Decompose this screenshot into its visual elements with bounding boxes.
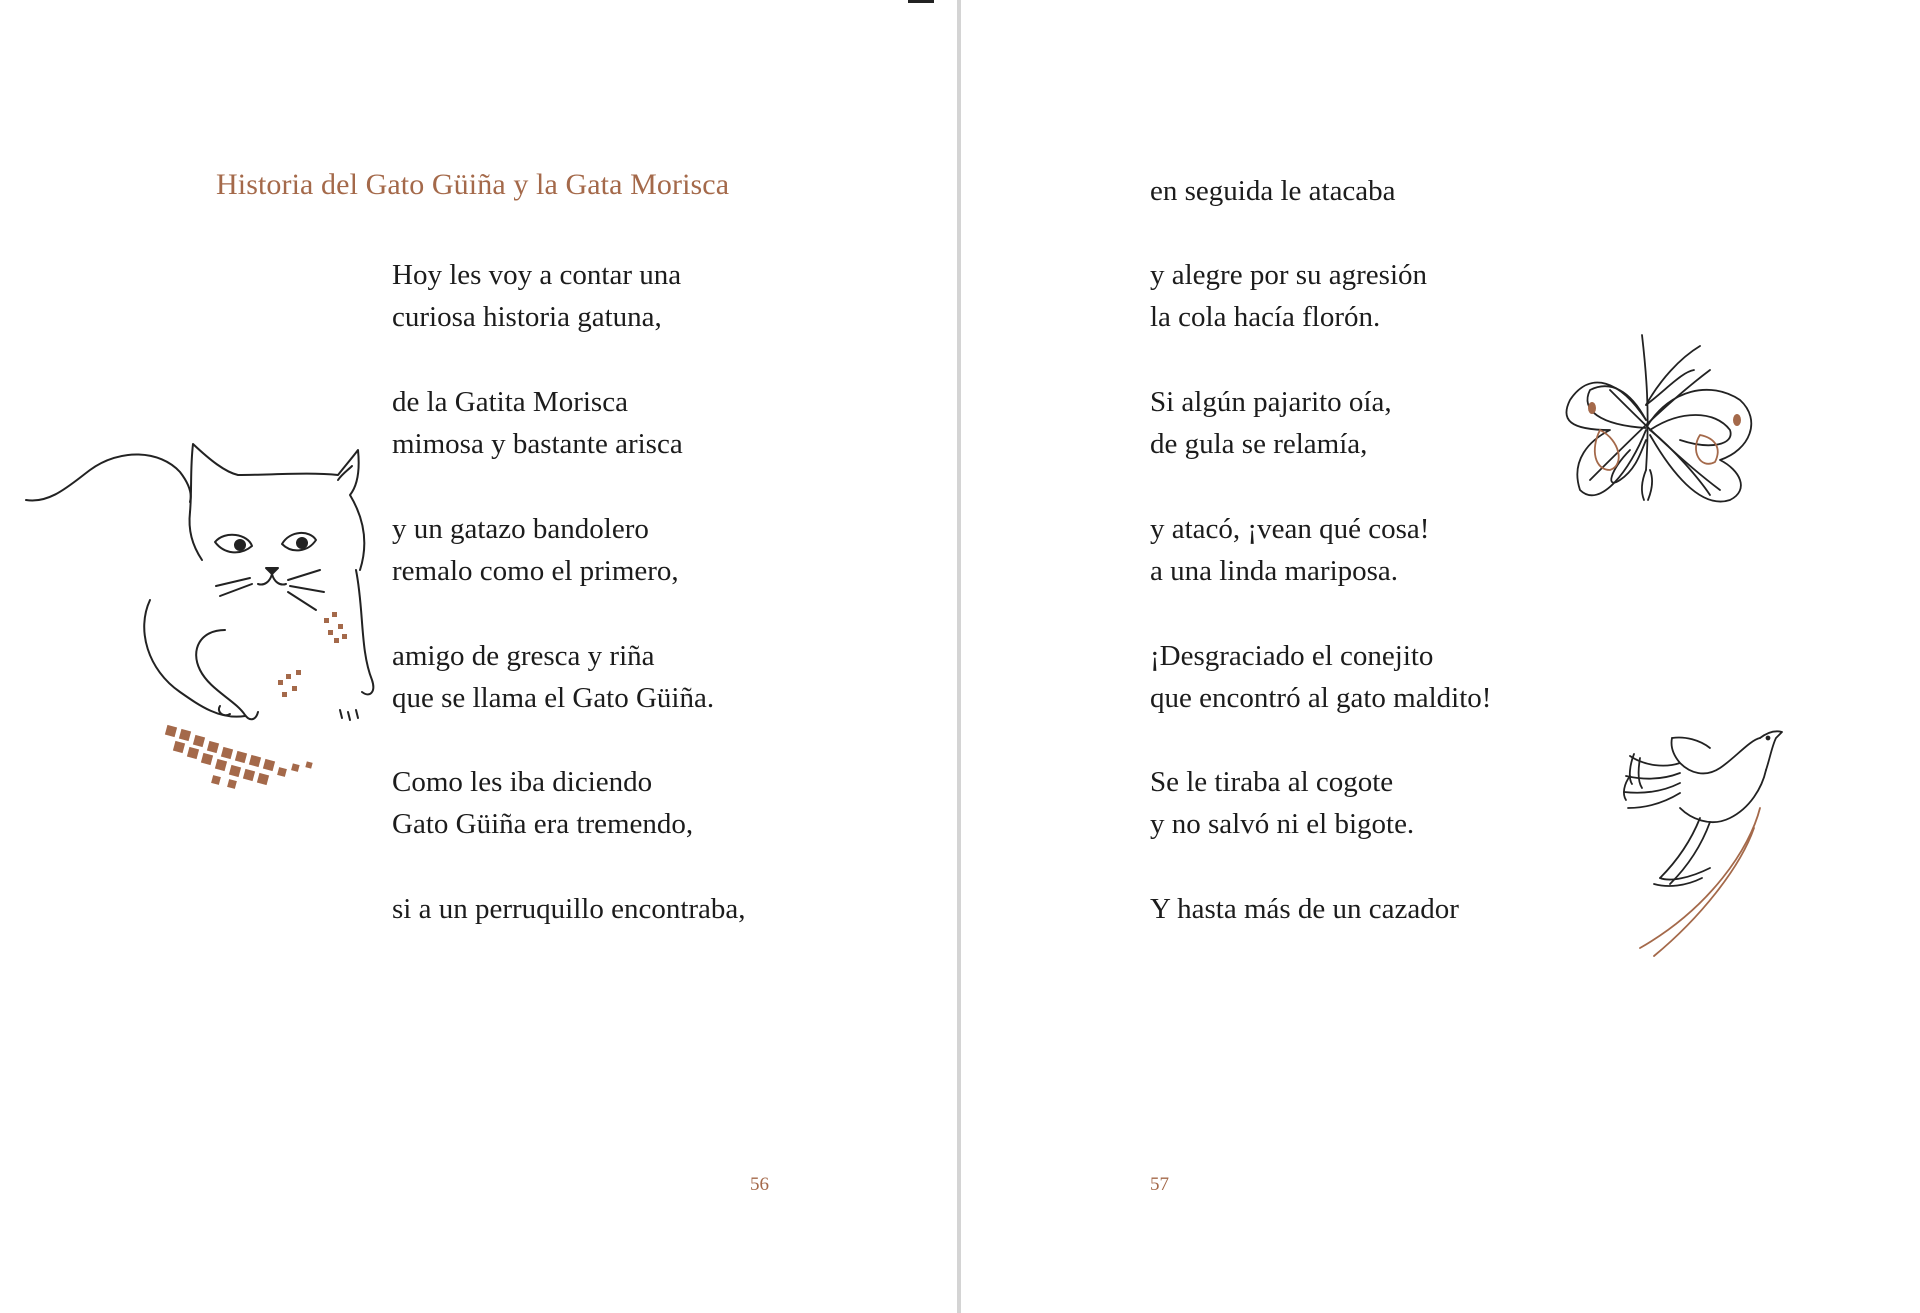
verse-line: y un gatazo bandolero <box>392 513 649 545</box>
verse-line: y atacó, ¡vean qué cosa! <box>1150 513 1430 545</box>
stanza <box>1150 761 1414 845</box>
verse-line: Como les iba diciendo <box>392 766 653 798</box>
verse-line: y no salvó ni el bigote. <box>1150 808 1415 840</box>
stanza <box>392 888 746 930</box>
verse-line: Y hasta más de un cazador <box>1150 893 1459 925</box>
verse-line: ¡Desgraciado el conejito <box>1150 640 1434 672</box>
stanza <box>392 254 681 338</box>
top-mark <box>908 0 934 3</box>
verse-line: remalo como el primero, <box>392 555 679 587</box>
cat-illustration <box>20 430 370 800</box>
left-page <box>0 0 958 1313</box>
verse-line: amigo de gresca y riña <box>392 640 655 672</box>
verse-line: y alegre por su agresión <box>1150 259 1428 291</box>
verse-line: Hoy les voy a contar una <box>392 259 682 291</box>
verse-line: Si algún pajarito oía, <box>1150 386 1392 418</box>
stanza <box>392 381 683 465</box>
verse-line: curiosa historia gatuna, <box>392 301 662 333</box>
stanza <box>1150 888 1459 930</box>
verse-line: si a un perruquillo encontraba, <box>392 893 746 925</box>
poem-title: Historia del Gato Güiña y la Gata Morisca <box>216 168 730 201</box>
page-number: 57 <box>1150 1174 1169 1195</box>
verse-line: Gato Güiña era tremendo, <box>392 808 694 840</box>
verse-line: en seguida le atacaba <box>1150 175 1396 207</box>
verse-line: de gula se relamía, <box>1150 428 1368 460</box>
verse-line: que encontró al gato maldito! <box>1150 682 1492 714</box>
book-gutter <box>957 0 961 1313</box>
page-number: 56 <box>750 1174 769 1195</box>
verse-line: que se llama el Gato Güiña. <box>392 682 715 714</box>
stanza <box>1150 381 1392 465</box>
verse-line: mimosa y bastante arisca <box>392 428 683 460</box>
right-page <box>962 0 1920 1313</box>
verse-line: Se le tiraba al cogote <box>1150 766 1394 798</box>
stanza <box>1150 635 1491 719</box>
stanza <box>1150 170 1396 212</box>
butterfly-illustration <box>1550 330 1770 510</box>
stanza <box>392 508 679 592</box>
bird-illustration <box>1610 718 1790 958</box>
stanza <box>392 761 693 845</box>
verse-line: a una linda mariposa. <box>1150 555 1399 587</box>
verse-line: de la Gatita Morisca <box>392 386 628 418</box>
stanza <box>392 635 714 719</box>
stanza <box>1150 508 1429 592</box>
stanza <box>1150 254 1427 338</box>
verse-line: la cola hacía florón. <box>1150 301 1381 333</box>
